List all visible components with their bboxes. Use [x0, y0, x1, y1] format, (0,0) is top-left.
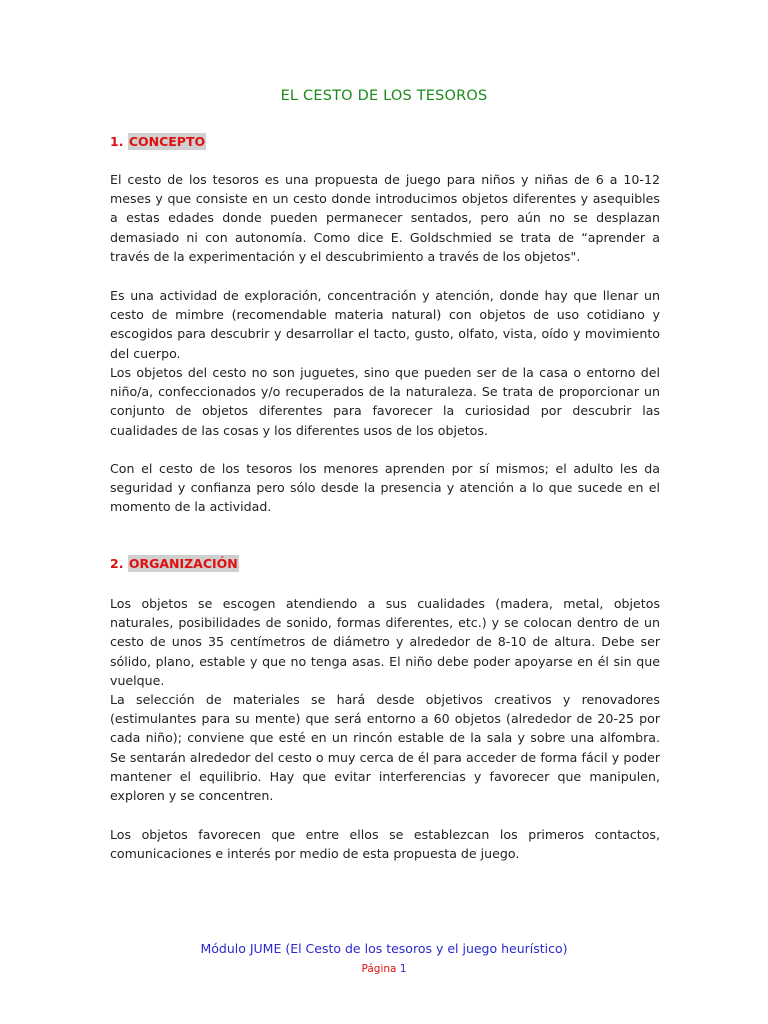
- paragraph: La selección de materiales se hará desde objetivos creativos y renovadores (estimulantes para su mente) que será entorno a 60 objetos (alrededor de 20-25 por cada niño); conviene que esté en un rincón estable de la sala y sobre una alfombra. Se sentarán alrededor del cesto o muy cerca de él para acceder de forma fácil y poder mantener el equilibrio. Hay que evitar interferencias y favorecer que manipulen, exploren y se concentren.: [110, 692, 660, 804]
- page-number-value: 1: [399, 963, 407, 975]
- page-number: [0, 963, 768, 975]
- section-number: 1.: [110, 134, 124, 149]
- page-label: Página: [361, 963, 397, 975]
- section-heading-organizacion: [110, 556, 239, 571]
- footer-module-title: Módulo JUME (El Cesto de los tesoros y el juego heurístico): [200, 941, 568, 956]
- paragraph: Con el cesto de los tesoros los menores aprenden por sí mismos; el adulto les da seguridad y confianza pero sólo desde la presencia y atención a lo que sucede en el momento de la actividad.: [110, 461, 660, 515]
- document-title: EL CESTO DE LOS TESOROS: [280, 88, 488, 104]
- paragraph: Los objetos favorecen que entre ellos se establezcan los primeros contactos, comunicaciones e interés por medio de esta propuesta de juego.: [110, 827, 660, 862]
- section-number: 2.: [110, 556, 124, 571]
- paragraph: Los objetos se escogen atendiendo a sus cualidades (madera, metal, objetos naturales, posibilidades de sonido, formas diferentes, etc.) y se colocan dentro de un cesto de unos 35 centímetros de diámetro y alrededor de 8-10 de altura. Debe ser sólido, plano, estable y que no tenga asas. El niño debe poder apoyarse en él sin que vuelque.: [110, 596, 660, 688]
- section-heading-concepto: [110, 134, 206, 149]
- section-heading-text: CONCEPTO: [128, 134, 206, 149]
- paragraph: Es una actividad de exploración, concentración y atención, donde hay que llenar un cesto de mimbre (recomendable materia natural) con objetos de uso cotidiano y escogidos para descubrir y desarrollar el tacto, gusto, olfato, vista, oído y movimiento del cuerpo.: [110, 288, 660, 361]
- paragraph: Los objetos del cesto no son juguetes, sino que pueden ser de la casa o entorno del niño/a, confeccionados y/o recuperados de la naturaleza. Se trata de proporcionar un conjunto de objetos diferentes para favorecer la curiosidad por descubrir las cualidades de las cosas y los diferentes usos de los objetos.: [110, 365, 660, 438]
- paragraph: El cesto de los tesoros es una propuesta de juego para niños y niñas de 6 a 10-12 meses y que consiste en un cesto donde introducimos objetos diferentes y asequibles a estas edades donde pueden permanecer sentados, pero aún no se desplazan demasiado ni con autonomía. Como dice E. Goldschmied se trata de “aprender a través de la experimentación y el descubrimiento a través de los objetos".: [110, 172, 660, 264]
- section-heading-text: ORGANIZACIÓN: [128, 556, 238, 571]
